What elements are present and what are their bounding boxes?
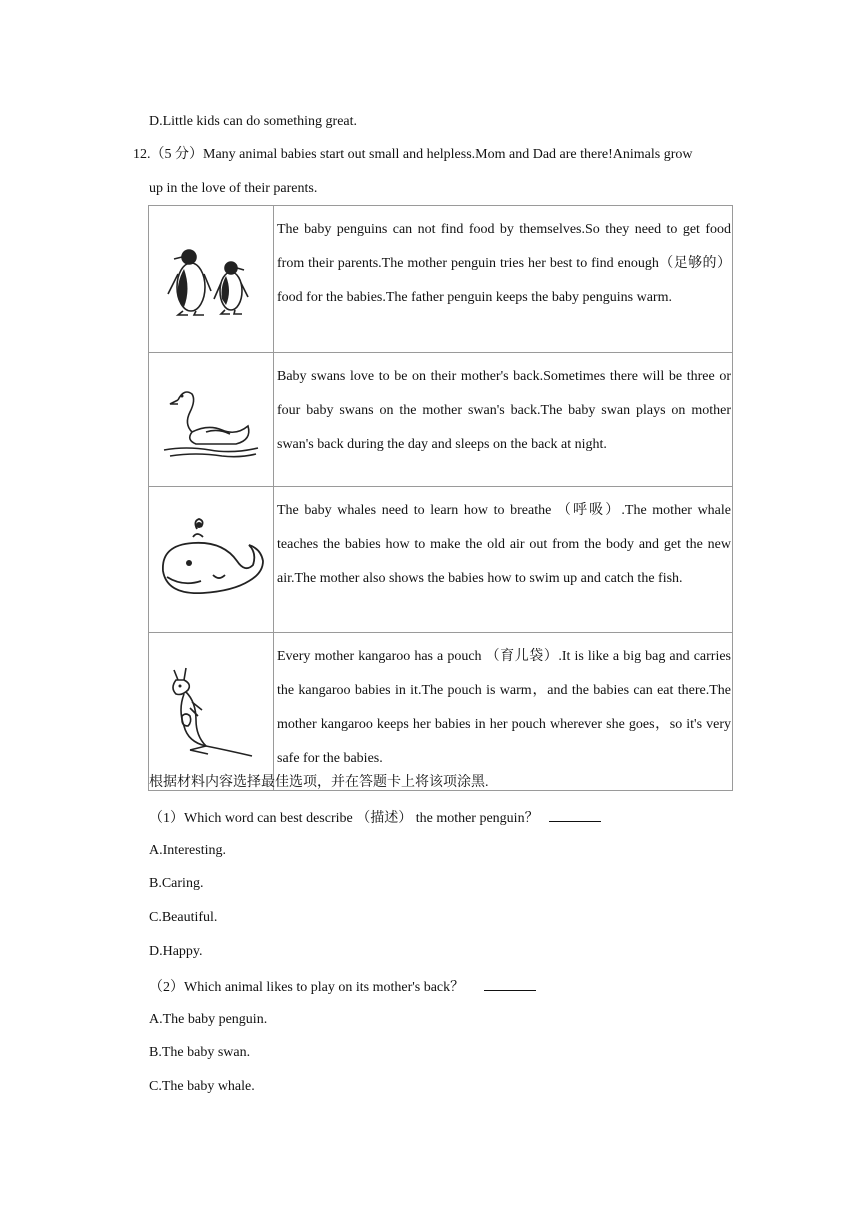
kangaroo-icon (156, 662, 266, 762)
picture-cell (149, 487, 274, 633)
picture-cell (149, 633, 274, 791)
option-2c: C.The baby whale. (149, 1079, 255, 1094)
sub-question-2-stem: （2）Which animal likes to play on its mother's back？ (149, 980, 465, 995)
answer-blank-2[interactable] (484, 976, 536, 991)
table-row (149, 487, 733, 633)
kangaroo-description: Every mother kangaroo has a pouch （育儿袋）.It is like a big bag and carries the kangaroo babies in it.The pouch is warm，and the babies can eat there.The mother kangaroo keeps her babies in her pouch wherever she goes，so it's very safe for the babies. (274, 633, 733, 791)
penguin-icon (156, 239, 266, 319)
previous-option-d: D.Little kids can do something great. (149, 114, 358, 129)
sub-question-1 (149, 807, 601, 827)
sub-question-1-stem: （1）Which word can best describe （描述） the mother penguin？ (149, 811, 539, 826)
swan-icon (156, 380, 266, 460)
table-row (149, 353, 733, 487)
picture-cell (149, 206, 274, 353)
option-1b: B.Caring. (149, 876, 204, 891)
whale-description: The baby whales need to learn how to breathe （呼吸）.The mother whale teaches the babies how to make the old air out from the body and get the new air.The mother also shows the babies how to swim up and catch the fish. (274, 487, 733, 633)
swan-description: Baby swans love to be on their mother's back.Sometimes there will be three or four baby swans on the mother swan's back.The baby swan plays on mother swan's back during the day and sleeps on the back at night. (274, 353, 733, 487)
table-row (149, 206, 733, 353)
animal-table (148, 205, 733, 791)
option-2b: B.The baby swan. (149, 1045, 251, 1060)
question-score: （5 分） (150, 147, 203, 162)
answer-blank-1[interactable] (549, 807, 601, 822)
option-1a: A.Interesting. (149, 843, 226, 858)
sub-question-2 (149, 976, 536, 996)
penguin-description: The baby penguins can not find food by themselves.So they need to get food from their parents.The mother penguin tries her best to find enough（足够的） food for the babies.The father penguin keeps the baby penguins warm. (274, 206, 733, 353)
option-1d: D.Happy. (149, 944, 203, 959)
instruction-text: 根据材料内容选择最佳选项，并在答题卡上将该项涂黑. (149, 775, 489, 790)
question-12-intro (133, 145, 733, 199)
intro-line-2: up in the love of their parents. (149, 181, 318, 196)
picture-cell (149, 353, 274, 487)
option-1c: C.Beautiful. (149, 910, 218, 925)
whale-icon (153, 515, 269, 605)
intro-line-1: Many animal babies start out small and helpless.Mom and Dad are there!Animals grow (203, 147, 693, 162)
question-number: 12. (133, 147, 151, 162)
table-row (149, 633, 733, 791)
option-2a: A.The baby penguin. (149, 1012, 268, 1027)
